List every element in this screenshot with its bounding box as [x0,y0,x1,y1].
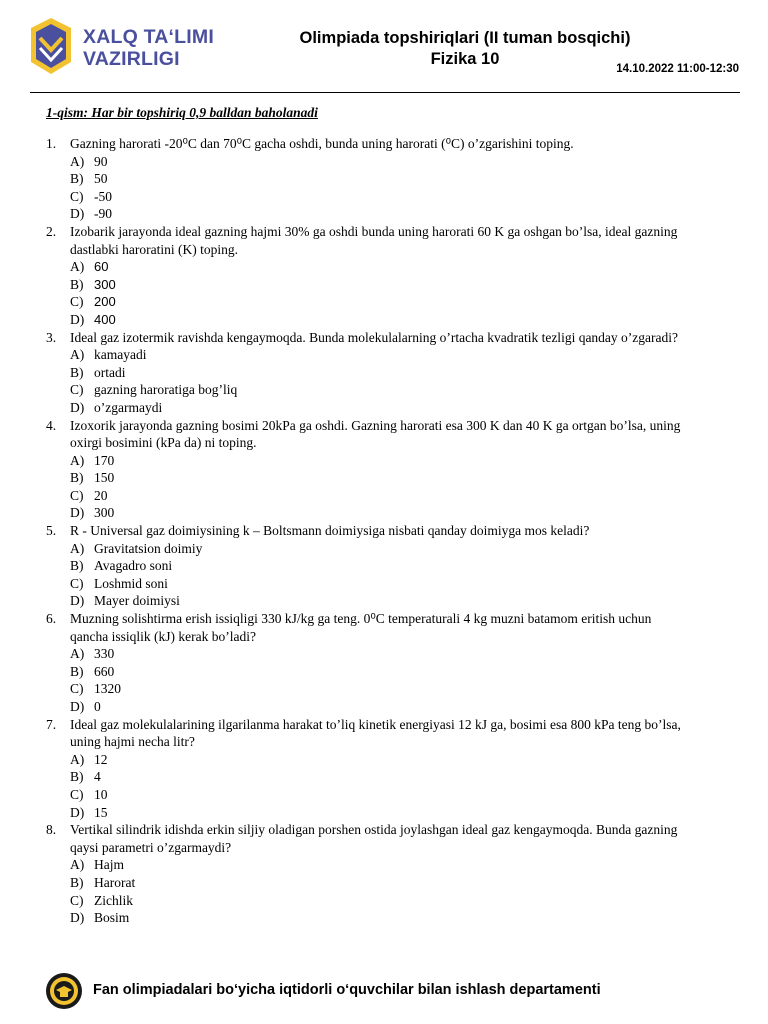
option-letter: B) [70,874,84,890]
question-text: Ideal gaz molekulalarining ilgarilanma harakat to’liq kinetik energiyasi 12 kJ ga, bosimi esa 800 kPa teng bo’lsa, [70,716,681,732]
question-item [46,716,716,822]
option-letter: D) [70,311,85,327]
answer-option [70,311,716,329]
option-letter: B) [70,364,84,380]
question-line [46,329,716,347]
question-number: 1. [46,136,57,151]
option-letter: C) [70,382,84,398]
answer-options [70,452,716,522]
answer-option [70,170,716,188]
option-letter: D) [70,699,85,714]
option-letter: A) [70,751,85,767]
question-line [46,434,716,452]
option-letter: D) [70,206,85,222]
option-letter: B) [70,276,84,292]
question-text: qaysi parametri o’zgarmaydi? [70,839,232,855]
answer-option [70,487,716,505]
option-text: 4 [94,769,101,785]
question-number [46,628,70,646]
option-letter: A) [70,646,85,662]
option-text: -50 [94,188,112,204]
option-text: 170 [94,452,115,468]
question-line [46,716,716,734]
option-text: 300 [94,276,116,292]
question-line [46,821,716,839]
question-line [46,135,716,153]
option-text: kamayadi [94,347,147,363]
question-text: uning hajmi necha litr? [70,734,195,750]
option-text: Gravitatsion doimiy [94,540,203,556]
option-letter: B) [70,769,84,785]
option-letter: B) [70,470,84,486]
org-line-2: VAZIRLIGI [83,48,180,70]
answer-option [70,663,716,681]
exam-datetime: 14.10.2022 11:00-12:30 [616,63,739,75]
question-number: 3. [46,329,57,345]
option-letter: C) [70,786,84,802]
answer-option [70,364,716,382]
answer-option [70,680,716,698]
option-letter: A) [70,540,85,556]
question-line [46,610,716,628]
option-letter: C) [70,575,84,591]
option-text: 300 [94,505,115,521]
option-letter: C) [70,681,84,697]
answer-option [70,452,716,470]
question-list [46,135,716,927]
option-letter: C) [70,892,84,908]
option-text: -90 [94,206,112,222]
question-number [46,733,70,751]
option-text: ortadi [94,364,126,380]
option-letter: A) [70,857,85,873]
answer-option [70,698,716,716]
option-text: 20 [94,487,108,503]
question-line [46,241,716,259]
answer-options [70,540,716,610]
option-letter: B) [70,171,84,187]
answer-option [70,557,716,575]
question-number [46,839,70,857]
question-item [46,135,716,223]
answer-option [70,205,716,223]
question-number: 2. [46,223,57,239]
title-line-2: Fizika 10 [430,50,500,68]
question-text: Izobarik jarayonda ideal gazning hajmi 30% ga oshdi bunda uning harorati 60 K ga oshgan bo’lsa, ideal gazning [70,223,678,239]
question-number: 5. [46,523,57,539]
question-text: R - Universal gaz doimiysining k – Boltsmann doimiysiga nisbati qanday doimiyga mos keladi? [70,523,590,539]
answer-option [70,399,716,417]
answer-option [70,909,716,927]
question-item [46,522,716,610]
option-text: 15 [94,804,108,820]
option-letter: A) [70,153,85,169]
question-number [46,241,70,259]
option-text: Harorat [94,874,136,890]
option-letter: C) [70,188,84,204]
option-letter: D) [70,910,85,926]
answer-option [70,856,716,874]
question-text: Izoxorik jarayonda gazning bosimi 20kPa ga oshdi. Gazning harorati esa 300 K dan 40 K ga ortgan bo’lsa, uning [70,417,681,433]
answer-option [70,381,716,399]
option-text: 400 [94,311,116,327]
department-emblem-icon [45,972,83,1010]
answer-options [70,856,716,926]
option-letter: D) [70,399,85,415]
option-text: Loshmid soni [94,575,168,591]
option-text: 12 [94,751,108,767]
question-item [46,610,716,716]
option-text: Mayer doimiysi [94,593,180,609]
footer-department: Fan olimpiadalari bo‘yicha iqtidorli o‘quvchilar bilan ishlash departamenti [93,982,601,998]
question-line [46,628,716,646]
option-letter: D) [70,804,85,820]
option-letter: B) [70,663,84,679]
option-letter: C) [70,294,84,310]
answer-option [70,575,716,593]
option-text: 90 [94,153,108,169]
question-text: Ideal gaz izotermik ravishda kengaymoqda. Bunda molekulalarning o’rtacha kvadratik tezligi qanday o’zgaradi? [70,329,679,345]
answer-options [70,153,716,223]
option-text: o’zgarmaydi [94,399,163,415]
option-text: 330 [94,646,115,662]
option-text: 60 [94,259,109,275]
question-line [46,522,716,540]
question-item [46,821,716,927]
option-letter: C) [70,487,84,503]
question-item [46,417,716,523]
answer-option [70,469,716,487]
organization-name [83,26,214,70]
section-title: 1-qism: Har bir topshiriq 0,9 balldan baholanadi [46,105,318,120]
option-text: Avagadro soni [94,558,173,574]
question-text: dastlabki haroratini (K) toping. [70,241,238,257]
answer-option [70,892,716,910]
question-number: 8. [46,822,57,838]
question-line [46,223,716,241]
question-text: oxirgi bosimini (kPa da) ni toping. [70,435,257,451]
option-letter: D) [70,593,85,609]
answer-option [70,645,716,663]
option-letter: B) [70,558,84,574]
answer-option [70,874,716,892]
question-text: Gazning harorati -20⁰C dan 70⁰C gacha oshdi, bunda uning harorati (⁰C) o’zgarishini toping. [70,136,574,151]
option-text: 150 [94,470,115,486]
answer-option [70,804,716,822]
answer-options [70,258,716,328]
option-text: 10 [94,786,108,802]
option-text: Zichlik [94,892,133,908]
answer-option [70,258,716,276]
answer-option [70,346,716,364]
question-item [46,223,716,329]
option-text: gazning haroratiga bog’liq [94,382,238,398]
header-divider [30,92,740,93]
option-text: 1320 [94,681,121,697]
answer-option [70,768,716,786]
question-text: Vertikal silindrik idishda erkin siljiy oladigan porshen ostida joylashgan ideal gaz kengaymoqda. Bunda gazning [70,822,678,838]
answer-option [70,786,716,804]
answer-option [70,592,716,610]
question-number: 7. [46,716,57,732]
option-text: 50 [94,171,108,187]
answer-option [70,751,716,769]
ministry-logo-icon [27,16,75,76]
question-item [46,329,716,417]
answer-option [70,276,716,294]
question-line [46,417,716,435]
question-text: Muzning solishtirma erish issiqligi 330 kJ/kg ga teng. 0⁰C temperaturali 4 kg muzni batamom eritish uchun [70,611,652,627]
question-number [46,434,70,452]
option-text: 660 [94,663,115,679]
answer-option [70,504,716,522]
question-text: qancha issiqlik (kJ) kerak bo’ladi? [70,628,256,644]
option-text: 0 [94,699,101,714]
option-letter: A) [70,259,85,275]
title-line-1: Olimpiada topshiriqlari (II tuman bosqichi) [299,29,631,47]
org-line-1: XALQ TAʻLIMI [83,26,214,48]
answer-options [70,346,716,416]
question-line [46,839,716,857]
question-line [46,733,716,751]
option-text: Bosim [94,910,130,926]
document-title [265,28,665,70]
answer-option [70,188,716,206]
option-letter: A) [70,452,85,468]
question-number: 4. [46,417,57,433]
answer-option [70,540,716,558]
option-text: Hajm [94,857,124,873]
question-number: 6. [46,611,57,627]
option-text: 200 [94,294,116,310]
answer-option [70,293,716,311]
option-letter: D) [70,505,85,521]
answer-options [70,751,716,821]
answer-option [70,153,716,171]
option-letter: A) [70,347,85,363]
answer-options [70,645,716,715]
